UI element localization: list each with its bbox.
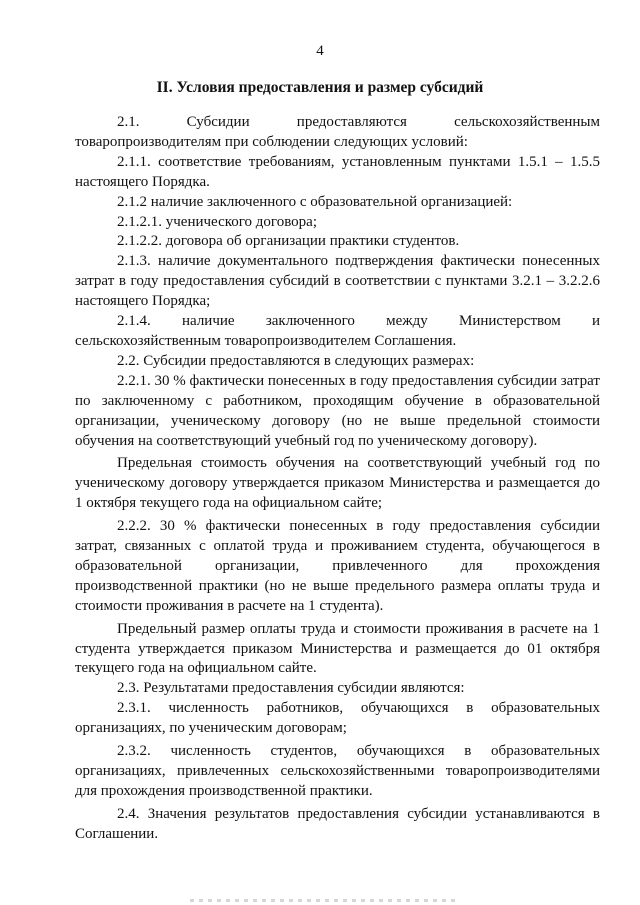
paragraph-tuition-limit: Предельная стоимость обучения на соответствующий учебный год по ученическому договору утверждается приказом Министерства и размещается до 1 октября текущего года на официальном сайте; [75,455,600,512]
paragraph-2-3: 2.3. Результатами предоставления субсидии являются: [117,680,465,697]
paragraph-2-2-2: 2.2.2. 30 % фактически понесенных в году предоставления субсидии затрат, связанных с оплатой труда и проживанием студента, обучающегося в образовательной организации, привлеченного для прохождения производственной практики (но не выше предельного размера оплаты труда и стоимости проживания в расчете на 1 студента). [75,518,600,614]
paragraph-2-2-1: 2.2.1. 30 % фактически понесенных в году предоставления субсидии затрат по заключенному с работником, проходящим обучение в образовательной организации, ученическому договору (но не выше предельной стоимости обучения на соответствующий учебный год по ученическому договору). [75,372,600,449]
paragraph-wage-limit: Предельный размер оплаты труда и стоимости проживания в расчете на 1 студента утверждается приказом Министерства и размещается до 01 октября текущего года на официальном сайте. [75,620,600,677]
paragraph-2-3-1: 2.3.1. численность работников, обучающихся в образовательных организациях, по ученическим договорам; [75,700,600,737]
paragraph-2-4: 2.4. Значения результатов предоставления субсидии устанавливаются в Соглашении. [75,805,600,842]
paragraph-2-1-2: 2.1.2 наличие заключенного с образовательной организацией: [117,193,513,210]
paragraph-2-1: 2.1. Субсидии предоставляются сельскохозяйственным товаропроизводителям при соблюдении следующих условий: [75,114,600,150]
paragraph-2-1-1: 2.1.1. соответствие требованиям, установленным пунктами 1.5.1 – 1.5.5 настоящего Порядка. [75,153,600,190]
document-body [75,113,600,845]
paragraph-2-2: 2.2. Субсидии предоставляются в следующих размерах: [117,352,475,369]
scan-artifact [190,899,460,902]
paragraph-2-1-3: 2.1.3. наличие документального подтверждения фактически понесенных затрат в году предоставления субсидий в соответствии с пунктами 3.2.1 – 3.2.2.6 настоящего Порядка; [75,253,600,310]
page-number: 4 [316,43,324,59]
paragraph-2-1-2-1: 2.1.2.1. ученического договора; [117,213,318,230]
paragraph-2-3-2: 2.3.2. численность студентов, обучающихся в образовательных организациях, привлеченных сельскохозяйственными товаропроизводителями для прохождения производственной практики. [75,743,600,799]
paragraph-2-1-2-2: 2.1.2.2. договора об организации практики студентов. [117,233,460,250]
paragraph-2-1-4: 2.1.4. наличие заключенного между Министерством и сельскохозяйственным товаропроизводителем Соглашения. [75,313,600,349]
section-title: II. Условия предоставления и размер субсидий [156,79,484,96]
